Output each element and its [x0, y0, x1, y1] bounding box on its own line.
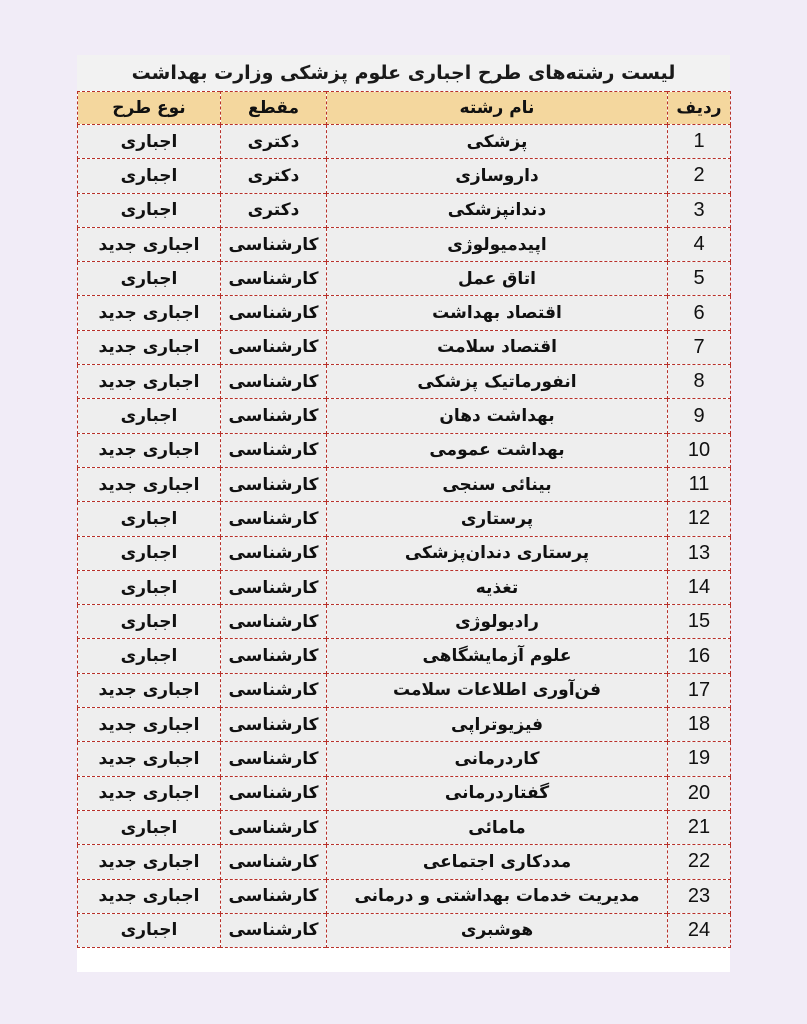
plan-type-cell: اجباری جدید [78, 776, 221, 810]
degree-cell: کارشناسی [221, 570, 327, 604]
row-number-cell: 6 [668, 296, 731, 330]
table-row [78, 708, 731, 742]
degree-cell: کارشناسی [221, 605, 327, 639]
row-number-cell: 10 [668, 433, 731, 467]
table-row [78, 536, 731, 570]
plan-type-cell: اجباری جدید [78, 365, 221, 399]
field-name-cell: پرستاری [327, 502, 668, 536]
plan-type-cell: اجباری جدید [78, 330, 221, 364]
plan-type-cell: اجباری [78, 810, 221, 844]
table-row [78, 330, 731, 364]
field-name-cell: اقتصاد سلامت [327, 330, 668, 364]
row-number-cell: 16 [668, 639, 731, 673]
row-number-cell: 21 [668, 810, 731, 844]
plan-type-cell: اجباری [78, 570, 221, 604]
plan-type-cell: اجباری جدید [78, 742, 221, 776]
row-number-cell: 20 [668, 776, 731, 810]
row-number-cell: 23 [668, 879, 731, 913]
degree-cell: کارشناسی [221, 399, 327, 433]
degree-cell: دکتری [221, 193, 327, 227]
degree-cell: کارشناسی [221, 913, 327, 947]
row-number-cell: 7 [668, 330, 731, 364]
row-number-cell: 2 [668, 159, 731, 193]
field-name-cell: فن‌آوری اطلاعات سلامت [327, 673, 668, 707]
degree-cell: کارشناسی [221, 810, 327, 844]
field-name-cell: علوم آزمایشگاهی [327, 639, 668, 673]
table-row [78, 262, 731, 296]
plan-type-cell: اجباری جدید [78, 879, 221, 913]
header-row [78, 92, 731, 125]
degree-cell: کارشناسی [221, 776, 327, 810]
plan-type-cell: اجباری جدید [78, 296, 221, 330]
plan-type-cell: اجباری [78, 536, 221, 570]
degree-cell: کارشناسی [221, 330, 327, 364]
row-number-cell: 8 [668, 365, 731, 399]
table-row [78, 502, 731, 536]
degree-cell: کارشناسی [221, 262, 327, 296]
table-row [78, 639, 731, 673]
degree-cell: کارشناسی [221, 742, 327, 776]
plan-type-cell: اجباری [78, 913, 221, 947]
header-degree: مقطع [221, 92, 327, 125]
table-row [78, 467, 731, 501]
degree-cell: کارشناسی [221, 433, 327, 467]
row-number-cell: 15 [668, 605, 731, 639]
table-row [78, 125, 731, 159]
table-row [78, 227, 731, 261]
table-row [78, 433, 731, 467]
degree-cell: کارشناسی [221, 502, 327, 536]
plan-type-cell: اجباری جدید [78, 227, 221, 261]
row-number-cell: 13 [668, 536, 731, 570]
field-name-cell: انفورماتیک پزشکی [327, 365, 668, 399]
table-row [78, 399, 731, 433]
plan-type-cell: اجباری [78, 125, 221, 159]
row-number-cell: 1 [668, 125, 731, 159]
field-name-cell: مددکاری اجتماعی [327, 845, 668, 879]
plan-type-cell: اجباری [78, 639, 221, 673]
field-name-cell: اتاق عمل [327, 262, 668, 296]
header-plan-type: نوع طرح [78, 92, 221, 125]
field-name-cell: پرستاری دندان‌پزشکی [327, 536, 668, 570]
field-name-cell: گفتاردرمانی [327, 776, 668, 810]
row-number-cell: 9 [668, 399, 731, 433]
field-name-cell: فیزیوتراپی [327, 708, 668, 742]
row-number-cell: 19 [668, 742, 731, 776]
plan-type-cell: اجباری [78, 193, 221, 227]
field-name-cell: بهداشت دهان [327, 399, 668, 433]
row-number-cell: 14 [668, 570, 731, 604]
table-row [78, 159, 731, 193]
plan-type-cell: اجباری [78, 605, 221, 639]
row-number-cell: 3 [668, 193, 731, 227]
table-row [78, 913, 731, 947]
field-name-cell: مامائی [327, 810, 668, 844]
degree-cell: کارشناسی [221, 536, 327, 570]
field-name-cell: کاردرمانی [327, 742, 668, 776]
header-field-name: نام رشته [327, 92, 668, 125]
field-name-cell: اپیدمیولوژی [327, 227, 668, 261]
plan-type-cell: اجباری جدید [78, 708, 221, 742]
degree-cell: کارشناسی [221, 365, 327, 399]
row-number-cell: 11 [668, 467, 731, 501]
table-row [78, 296, 731, 330]
degree-cell: کارشناسی [221, 296, 327, 330]
row-number-cell: 22 [668, 845, 731, 879]
plan-type-cell: اجباری [78, 502, 221, 536]
table-row [78, 810, 731, 844]
plan-type-cell: اجباری [78, 159, 221, 193]
degree-cell: دکتری [221, 159, 327, 193]
table-row [78, 879, 731, 913]
table-row [78, 845, 731, 879]
degree-cell: کارشناسی [221, 673, 327, 707]
degree-cell: کارشناسی [221, 639, 327, 673]
field-name-cell: دندانپزشکی [327, 193, 668, 227]
field-name-cell: هوشبری [327, 913, 668, 947]
plan-type-cell: اجباری [78, 262, 221, 296]
degree-cell: کارشناسی [221, 467, 327, 501]
document-sheet [77, 55, 730, 972]
row-number-cell: 18 [668, 708, 731, 742]
degree-cell: کارشناسی [221, 227, 327, 261]
table-row [78, 570, 731, 604]
row-number-cell: 24 [668, 913, 731, 947]
field-name-cell: پزشکی [327, 125, 668, 159]
field-name-cell: بهداشت عمومی [327, 433, 668, 467]
field-name-cell: رادیولوژی [327, 605, 668, 639]
degree-cell: کارشناسی [221, 708, 327, 742]
field-name-cell: مدیریت خدمات بهداشتی و درمانی [327, 879, 668, 913]
table-title: لیست رشته‌های طرح اجباری علوم پزشکی وزارت بهداشت [77, 55, 730, 91]
field-name-cell: بینائی سنجی [327, 467, 668, 501]
header-row-number: ردیف [668, 92, 731, 125]
row-number-cell: 12 [668, 502, 731, 536]
plan-type-cell: اجباری جدید [78, 673, 221, 707]
degree-cell: کارشناسی [221, 879, 327, 913]
plan-type-cell: اجباری جدید [78, 467, 221, 501]
field-name-cell: تغذیه [327, 570, 668, 604]
row-number-cell: 4 [668, 227, 731, 261]
table-row [78, 673, 731, 707]
plan-type-cell: اجباری جدید [78, 433, 221, 467]
table-row [78, 365, 731, 399]
fields-table [77, 91, 731, 948]
plan-type-cell: اجباری جدید [78, 845, 221, 879]
table-row [78, 605, 731, 639]
table-row [78, 776, 731, 810]
table-row [78, 193, 731, 227]
row-number-cell: 17 [668, 673, 731, 707]
degree-cell: دکتری [221, 125, 327, 159]
field-name-cell: داروسازی [327, 159, 668, 193]
row-number-cell: 5 [668, 262, 731, 296]
field-name-cell: اقتصاد بهداشت [327, 296, 668, 330]
table-row [78, 742, 731, 776]
plan-type-cell: اجباری [78, 399, 221, 433]
degree-cell: کارشناسی [221, 845, 327, 879]
